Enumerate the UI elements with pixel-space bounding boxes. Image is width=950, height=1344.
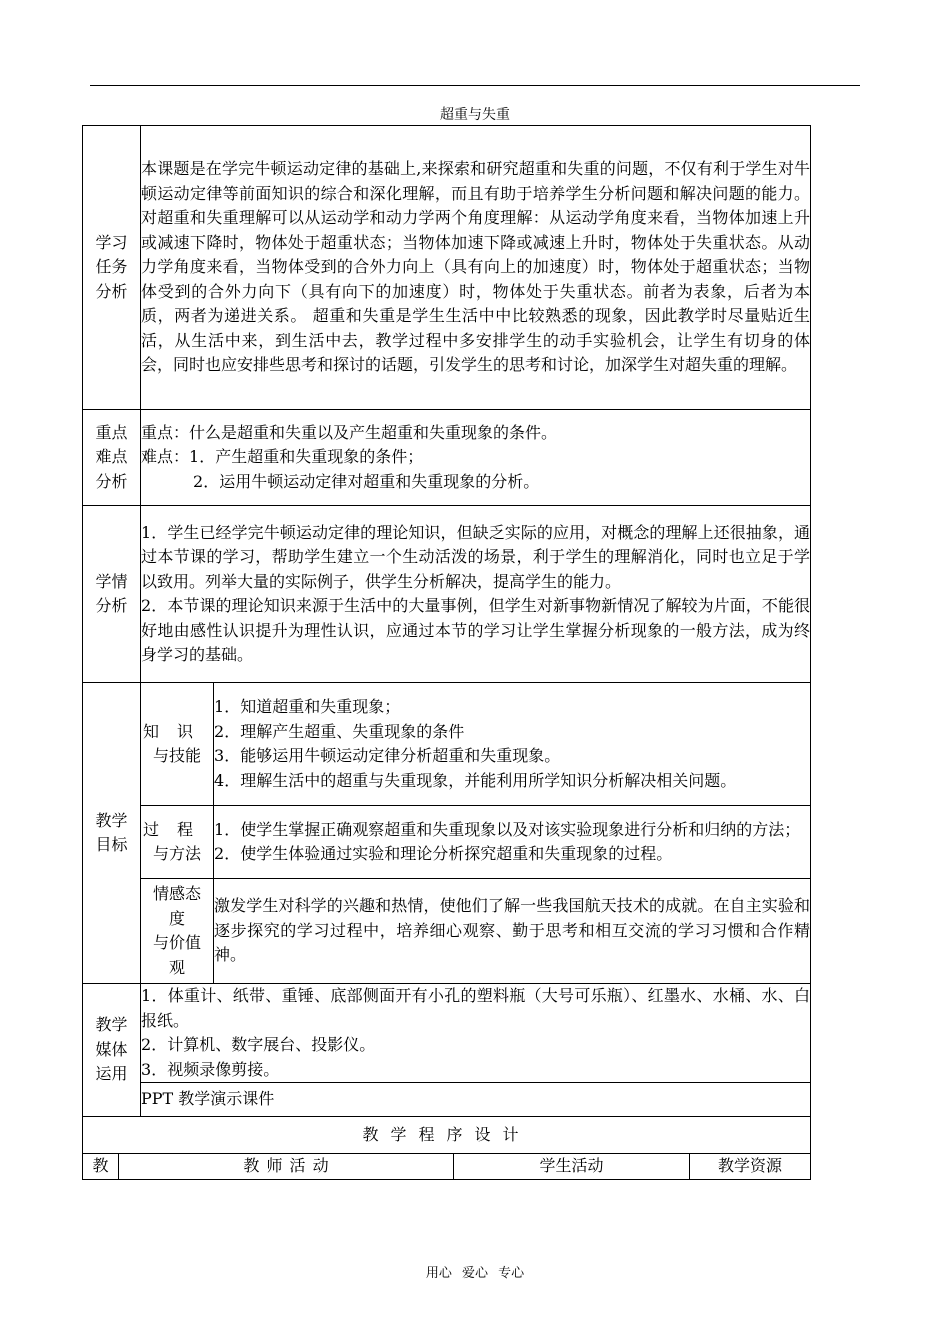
knowledge-item: 2．理解产生超重、失重现象的条件 — [214, 721, 465, 741]
task-analysis-row — [83, 126, 811, 410]
student-analysis-para-1: 1．学生已经学完牛顿运动定律的理论知识，但缺乏实际的应用，对概念的理解上还很抽象，通过本节课的学习，帮助学生建立一个生动活泼的场景，利于学生的理解消化，同时也立足于学以致用。列举大量的实际例子，供学生分析解决，提高学生的能力。 — [141, 522, 811, 591]
process-item: 2．使学生体验通过实验和理论分析探究超重和失重现象的过程。 — [214, 844, 673, 863]
program-header-resources: 教学资源 — [690, 1154, 811, 1180]
media-row — [83, 984, 811, 1083]
knowledge-skills-label: 知识 与技能 — [141, 683, 214, 806]
knowledge-item: 4．理解生活中的超重与失重现象，并能利用所学知识分析解决相关问题。 — [214, 770, 737, 790]
process-methods-label: 过程 与方法 — [141, 806, 214, 879]
objective-knowledge-row — [83, 683, 811, 806]
media-ppt-row — [83, 1083, 811, 1117]
process-item: 1．使学生掌握正确观察超重和失重现象以及对该实验现象进行分析和归纳的方法； — [214, 819, 801, 839]
media-item: 3．视频录像剪接。 — [141, 1059, 280, 1079]
objective-process-row — [83, 806, 811, 879]
objectives-label: 教学 目标 — [83, 683, 141, 984]
key-points-row — [83, 410, 811, 506]
knowledge-item: 3．能够运用牛顿运动定律分析超重和失重现象。 — [214, 746, 561, 765]
student-analysis-para-2: 2．本节课的理论知识来源于生活中的大量事例，但学生对新事物新情况了解较为片面，不能很好地由感性认识提升为理性认识，应通过本节的学习让学生掌握分析现象的一般方法，成为终身学习的基础。 — [141, 596, 811, 664]
knowledge-item: 1．知道超重和失重现象； — [214, 697, 401, 716]
program-header-col1: 教 — [83, 1154, 119, 1180]
document-title: 超重与失重 — [440, 107, 510, 123]
student-analysis-label: 学情 分析 — [83, 506, 141, 683]
lesson-plan-table — [82, 125, 811, 1180]
program-header-student: 学生活动 — [454, 1154, 690, 1180]
media-item: 1．体重计、纸带、重锤、底部侧面开有小孔的塑料瓶（大号可乐瓶）、红墨水、水桶、水、白报纸。 — [141, 986, 811, 1030]
program-title: 教学程序设计 — [83, 1117, 811, 1154]
student-analysis-text — [141, 506, 811, 683]
media-item: 2．计算机、数字展台、投影仪。 — [141, 1035, 376, 1054]
ppt-courseware: PPT 教学演示课件 — [141, 1083, 811, 1117]
key-point-line: 重点：什么是超重和失重以及产生超重和失重现象的条件。 — [141, 422, 558, 442]
student-analysis-row — [83, 506, 811, 683]
page-footer: 用心 爱心 专心 — [425, 1266, 525, 1281]
media-text — [141, 984, 811, 1083]
knowledge-skills-text — [214, 683, 811, 806]
difficulty-line: 难点：1．产生超重和失重现象的条件； — [141, 447, 424, 467]
program-header-teacher: 教 师 活 动 — [119, 1154, 454, 1180]
program-title-row — [83, 1117, 811, 1154]
emotion-values-label: 情感态 度 与价值 观 — [141, 879, 214, 984]
difficulty-line-2: 2．运用牛顿运动定律对超重和失重现象的分析。 — [193, 471, 540, 491]
program-header-row — [83, 1154, 811, 1180]
header-rule — [90, 85, 860, 86]
objective-emotion-row — [83, 879, 811, 984]
media-label: 教学 媒体 运用 — [83, 984, 141, 1117]
emotion-values-text: 激发学生对科学的兴趣和热情，使他们了解一些我国航天技术的成就。在自主实验和逐步探究的学习过程中，培养细心观察、勤于思考和相互交流的学习习惯和合作精神。 — [214, 879, 811, 984]
task-analysis-label: 学习 任务 分析 — [83, 126, 141, 410]
process-methods-text — [214, 806, 811, 879]
key-points-text — [141, 410, 811, 506]
task-analysis-text: 本课题是在学完牛顿运动定律的基础上,来探索和研究超重和失重的问题，不仅有利于学生对牛顿运动定律等前面知识的综合和深化理解，而且有助于培养学生分析问题和解决问题的能力。对超重和失重理解可以从运动学和动力学两个角度理解：从运动学角度来看，当物体加速上升或减速下降时，物体处于超重状态；当物体加速下降或减速上升时，物体处于失重状态。从动力学角度来看，当物体受到的合外力向上（具有向上的加速度）时，物体处于超重状态；当物体受到的合外力向下（具有向下的加速度）时，物体处于失重状态。前者为表象，后者为本质，两者为递进关系。 超重和失重是学生生活中中比较熟悉的现象，因此教学时尽量贴近生活，从生活中来，到生活中去，教学过程中多安排学生的动手实验机会，让学生有切身的体会，同时也应安排些思考和探讨的话题，引发学生的思考和讨论，加深学生对超失重的理解。 — [141, 126, 811, 410]
key-points-label: 重点 难点 分析 — [83, 410, 141, 506]
